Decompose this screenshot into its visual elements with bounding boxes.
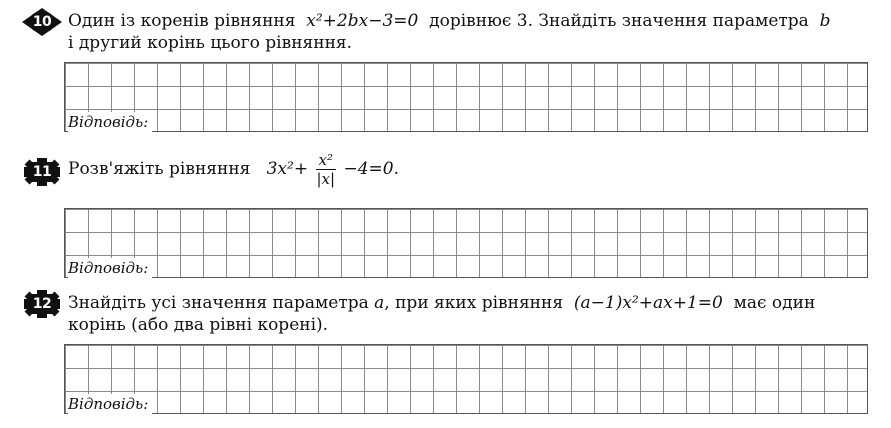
statement-text-line2: і другий корінь цього рівняння.	[68, 33, 353, 53]
answer-grid[interactable]	[64, 62, 868, 132]
statement-text: Розв'яжіть рівняння	[68, 159, 251, 179]
parameter: b	[819, 11, 831, 31]
problem-number: 12	[32, 296, 52, 312]
problem-number-badge	[22, 158, 62, 186]
answer-label: Відповідь:	[68, 112, 152, 132]
problem-number: 11	[32, 164, 52, 180]
equation: (a−1)x²+ax+1=0	[573, 293, 723, 313]
equation-lead: 3x²+	[266, 159, 309, 179]
statement-text-line2: корінь (або два рівні корені).	[68, 315, 329, 335]
answer-grid[interactable]	[64, 208, 868, 278]
statement-text: Один із коренів рівняння	[68, 11, 296, 31]
problem-number: 10	[32, 14, 52, 30]
problem-number-badge	[22, 290, 62, 318]
fraction-denominator: |x|	[316, 170, 336, 188]
problem-statement	[68, 10, 868, 54]
problem-statement	[68, 150, 668, 188]
answer-label: Відповідь:	[68, 258, 152, 278]
statement-text: дорівнює 3. Знайдіть значення параметра	[429, 11, 809, 31]
fraction	[313, 151, 338, 188]
problem-number-badge	[22, 8, 62, 36]
answer-grid[interactable]	[64, 344, 868, 414]
problem-statement	[68, 292, 873, 336]
statement-text: , при яких рівняння	[384, 293, 564, 313]
fraction-numerator: x²	[316, 151, 336, 170]
equation: x²+2bx−3=0	[306, 11, 419, 31]
statement-text: має один	[733, 293, 816, 313]
statement-text: Знайдіть усі значення параметра	[68, 293, 369, 313]
equation-tail: −4=0.	[343, 159, 399, 179]
answer-label: Відповідь:	[68, 394, 152, 414]
parameter: a	[374, 293, 385, 313]
